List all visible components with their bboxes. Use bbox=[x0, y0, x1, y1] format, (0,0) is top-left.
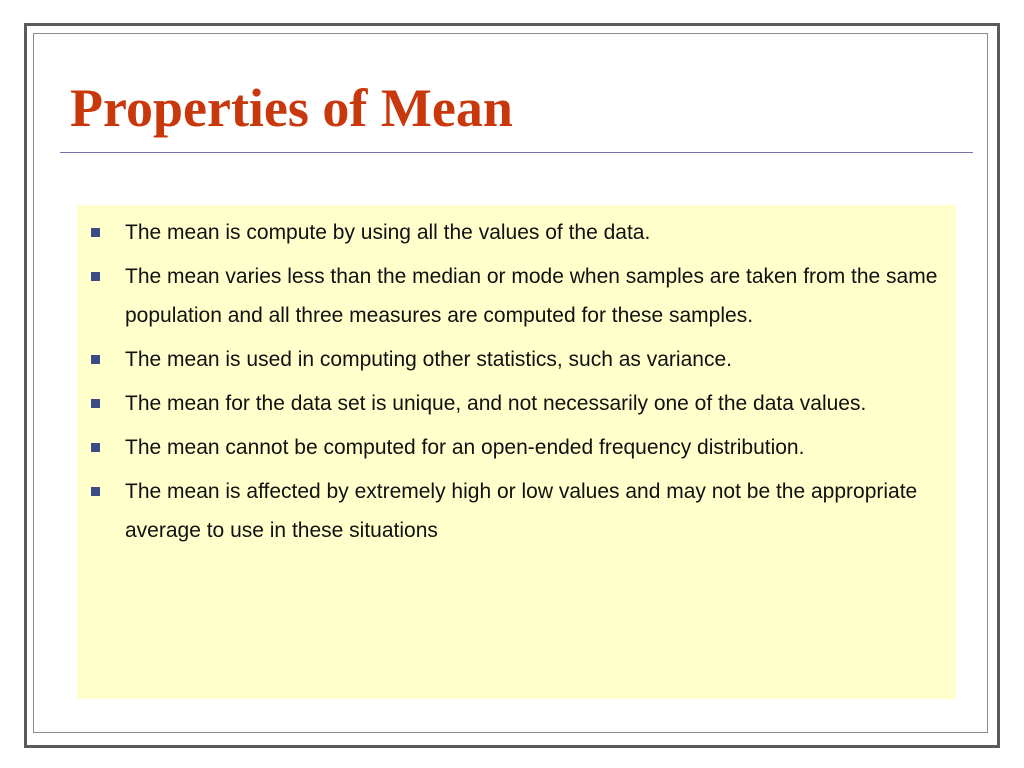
square-bullet-icon bbox=[91, 443, 100, 452]
bullet-text: The mean cannot be computed for an open-ended frequency distribution. bbox=[125, 436, 805, 459]
bullet-item bbox=[87, 384, 946, 423]
bullet-text: The mean is used in computing other statistics, such as variance. bbox=[125, 348, 732, 371]
content-box bbox=[77, 205, 956, 699]
bullet-text: The mean is compute by using all the values of the data. bbox=[125, 221, 651, 244]
square-bullet-icon bbox=[91, 355, 100, 364]
bullet-item bbox=[87, 428, 946, 467]
square-bullet-icon bbox=[91, 272, 100, 281]
square-bullet-icon bbox=[91, 487, 100, 496]
bullet-list bbox=[87, 213, 946, 550]
slide-title: Properties of Mean bbox=[70, 78, 513, 138]
bullet-item bbox=[87, 340, 946, 379]
bullet-text: The mean for the data set is unique, and not necessarily one of the data values. bbox=[125, 392, 867, 415]
bullet-item bbox=[87, 213, 946, 252]
square-bullet-icon bbox=[91, 399, 100, 408]
bullet-text: The mean varies less than the median or mode when samples are taken from the same population and all three measures are computed for these samples. bbox=[125, 265, 938, 327]
bullet-item bbox=[87, 472, 946, 550]
bullet-item bbox=[87, 257, 946, 335]
bullet-text: The mean is affected by extremely high or low values and may not be the appropriate average to use in these situations bbox=[125, 480, 918, 542]
square-bullet-icon bbox=[91, 228, 100, 237]
title-divider bbox=[60, 152, 973, 153]
